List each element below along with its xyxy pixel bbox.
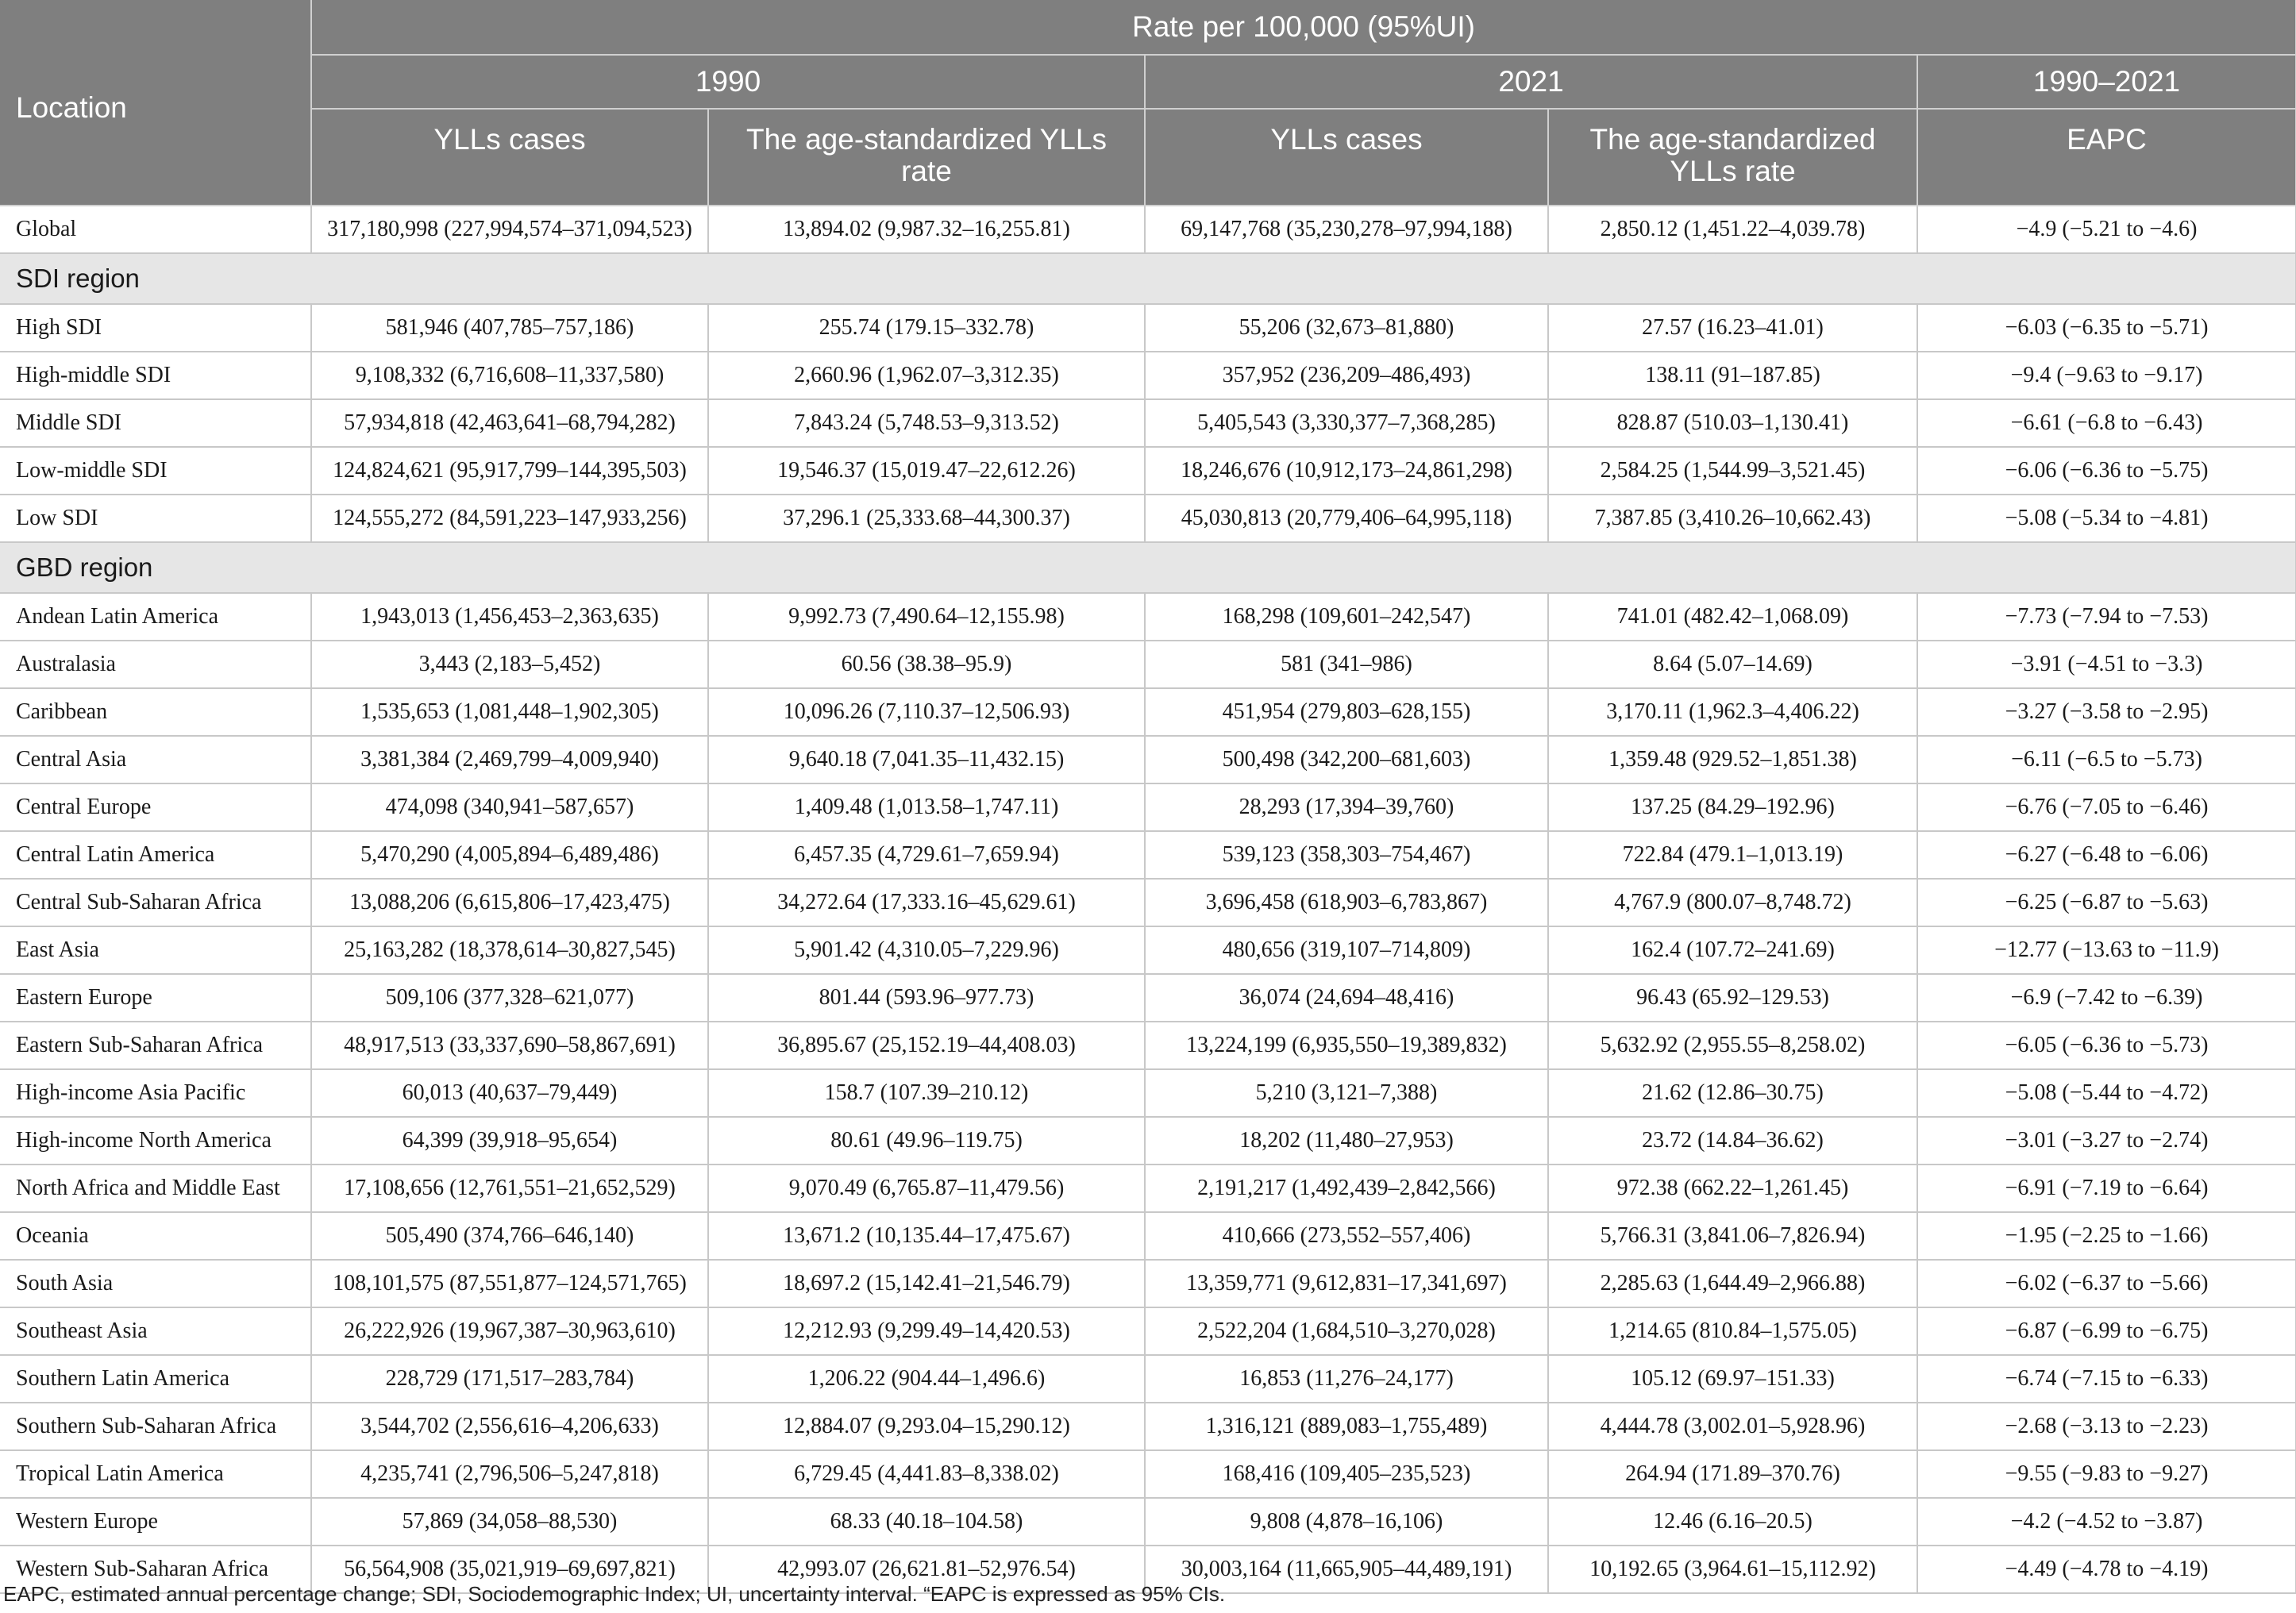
row-location: Southeast Asia: [0, 1307, 311, 1355]
header-asr-1990: The age-standardized YLLs rate: [708, 109, 1145, 206]
row-cell: 105.12 (69.97–151.33): [1548, 1355, 1917, 1403]
row-cell: 2,850.12 (1,451.22–4,039.78): [1548, 206, 1917, 253]
row-cell: 13,894.02 (9,987.32–16,255.81): [708, 206, 1145, 253]
table-row: [0, 352, 2296, 399]
row-cell: 9,108,332 (6,716,608–11,337,580): [311, 352, 708, 399]
row-cell: 158.7 (107.39–210.12): [708, 1069, 1145, 1117]
row-cell: 264.94 (171.89–370.76): [1548, 1450, 1917, 1498]
section-sdi-region: [0, 253, 2296, 304]
row-location: South Asia: [0, 1260, 311, 1307]
row-cell: 5,405,543 (3,330,377–7,368,285): [1145, 399, 1548, 447]
header-yll-cases-2021: YLLs cases: [1145, 109, 1548, 206]
table-row: [0, 1307, 2296, 1355]
row-cell: 27.57 (16.23–41.01): [1548, 304, 1917, 352]
table-row: [0, 1022, 2296, 1069]
row-location: Oceania: [0, 1212, 311, 1260]
header-year-1990: 1990: [311, 55, 1145, 109]
row-location: Middle SDI: [0, 399, 311, 447]
row-cell: −3.91 (−4.51 to −3.3): [1917, 641, 2296, 688]
row-cell: 3,544,702 (2,556,616–4,206,633): [311, 1403, 708, 1450]
row-cell: 357,952 (236,209–486,493): [1145, 352, 1548, 399]
table-row: [0, 1498, 2296, 1546]
row-cell: 21.62 (12.86–30.75): [1548, 1069, 1917, 1117]
row-cell: 60,013 (40,637–79,449): [311, 1069, 708, 1117]
row-cell: −6.74 (−7.15 to −6.33): [1917, 1355, 2296, 1403]
header-asr-2021: The age-standardized YLLs rate: [1548, 109, 1917, 206]
row-cell: −6.87 (−6.99 to −6.75): [1917, 1307, 2296, 1355]
row-cell: 3,381,384 (2,469,799–4,009,940): [311, 736, 708, 783]
row-cell: 1,359.48 (929.52–1,851.38): [1548, 736, 1917, 783]
row-cell: 48,917,513 (33,337,690–58,867,691): [311, 1022, 708, 1069]
row-cell: 7,843.24 (5,748.53–9,313.52): [708, 399, 1145, 447]
table-row: [0, 593, 2296, 641]
row-cell: 2,191,217 (1,492,439–2,842,566): [1145, 1165, 1548, 1212]
row-cell: 500,498 (342,200–681,603): [1145, 736, 1548, 783]
row-cell: 13,224,199 (6,935,550–19,389,832): [1145, 1022, 1548, 1069]
row-cell: −9.4 (−9.63 to −9.17): [1917, 352, 2296, 399]
table-row: [0, 399, 2296, 447]
row-cell: 2,584.25 (1,544.99–3,521.45): [1548, 447, 1917, 495]
row-cell: 64,399 (39,918–95,654): [311, 1117, 708, 1165]
table-row: [0, 1212, 2296, 1260]
row-cell: −6.27 (−6.48 to −6.06): [1917, 831, 2296, 879]
header-yll-cases-1990: YLLs cases: [311, 109, 708, 206]
row-cell: 5,766.31 (3,841.06–7,826.94): [1548, 1212, 1917, 1260]
row-cell: 480,656 (319,107–714,809): [1145, 926, 1548, 974]
row-cell: 60.56 (38.38–95.9): [708, 641, 1145, 688]
row-cell: −6.61 (−6.8 to −6.43): [1917, 399, 2296, 447]
row-cell: 972.38 (662.22–1,261.45): [1548, 1165, 1917, 1212]
row-cell: −9.55 (−9.83 to −9.27): [1917, 1450, 2296, 1498]
row-cell: 96.43 (65.92–129.53): [1548, 974, 1917, 1022]
header-year-2021: 2021: [1145, 55, 1917, 109]
row-cell: 1,206.22 (904.44–1,496.6): [708, 1355, 1145, 1403]
row-cell: 56,564,908 (35,021,919–69,697,821): [311, 1546, 708, 1593]
row-cell: 18,697.2 (15,142.41–21,546.79): [708, 1260, 1145, 1307]
row-cell: 36,074 (24,694–48,416): [1145, 974, 1548, 1022]
row-cell: 4,235,741 (2,796,506–5,247,818): [311, 1450, 708, 1498]
row-location: Central Europe: [0, 783, 311, 831]
row-cell: 5,901.42 (4,310.05–7,229.96): [708, 926, 1145, 974]
row-cell: 4,767.9 (800.07–8,748.72): [1548, 879, 1917, 926]
row-cell: 539,123 (358,303–754,467): [1145, 831, 1548, 879]
row-cell: 5,470,290 (4,005,894–6,489,486): [311, 831, 708, 879]
row-cell: 228,729 (171,517–283,784): [311, 1355, 708, 1403]
row-cell: 168,298 (109,601–242,547): [1145, 593, 1548, 641]
table-row: [0, 495, 2296, 542]
row-cell: 16,853 (11,276–24,177): [1145, 1355, 1548, 1403]
row-cell: 451,954 (279,803–628,155): [1145, 688, 1548, 736]
row-cell: −5.08 (−5.34 to −4.81): [1917, 495, 2296, 542]
table-row: [0, 1355, 2296, 1403]
table-row: [0, 1260, 2296, 1307]
row-cell: 25,163,282 (18,378,614–30,827,545): [311, 926, 708, 974]
row-cell: 28,293 (17,394–39,760): [1145, 783, 1548, 831]
row-cell: −12.77 (−13.63 to −11.9): [1917, 926, 2296, 974]
row-location: Andean Latin America: [0, 593, 311, 641]
row-cell: −7.73 (−7.94 to −7.53): [1917, 593, 2296, 641]
row-cell: −4.49 (−4.78 to −4.19): [1917, 1546, 2296, 1593]
row-cell: 80.61 (49.96–119.75): [708, 1117, 1145, 1165]
row-location: Tropical Latin America: [0, 1450, 311, 1498]
row-cell: −4.2 (−4.52 to −3.87): [1917, 1498, 2296, 1546]
row-cell: −6.76 (−7.05 to −6.46): [1917, 783, 2296, 831]
row-cell: 13,359,771 (9,612,831–17,341,697): [1145, 1260, 1548, 1307]
row-cell: 2,522,204 (1,684,510–3,270,028): [1145, 1307, 1548, 1355]
row-cell: 5,210 (3,121–7,388): [1145, 1069, 1548, 1117]
row-location: Central Latin America: [0, 831, 311, 879]
row-cell: 17,108,656 (12,761,551–21,652,529): [311, 1165, 708, 1212]
row-cell: 801.44 (593.96–977.73): [708, 974, 1145, 1022]
row-location: Southern Latin America: [0, 1355, 311, 1403]
row-cell: 26,222,926 (19,967,387–30,963,610): [311, 1307, 708, 1355]
row-cell: 138.11 (91–187.85): [1548, 352, 1917, 399]
table-row: [0, 688, 2296, 736]
row-cell: 10,096.26 (7,110.37–12,506.93): [708, 688, 1145, 736]
header-rate-title: Rate per 100,000 (95%UI): [311, 0, 2296, 55]
row-cell: 36,895.67 (25,152.19–44,408.03): [708, 1022, 1145, 1069]
row-cell: −6.03 (−6.35 to −5.71): [1917, 304, 2296, 352]
row-cell: −6.25 (−6.87 to −5.63): [1917, 879, 2296, 926]
row-cell: 57,869 (34,058–88,530): [311, 1498, 708, 1546]
row-location: Low SDI: [0, 495, 311, 542]
section-title: GBD region: [0, 542, 2296, 593]
row-cell: 10,192.65 (3,964.61–15,112.92): [1548, 1546, 1917, 1593]
row-cell: 23.72 (14.84–36.62): [1548, 1117, 1917, 1165]
row-cell: 722.84 (479.1–1,013.19): [1548, 831, 1917, 879]
row-cell: 45,030,813 (20,779,406–64,995,118): [1145, 495, 1548, 542]
table-row: [0, 831, 2296, 879]
table-row: [0, 736, 2296, 783]
row-cell: 9,808 (4,878–16,106): [1145, 1498, 1548, 1546]
table-row: [0, 206, 2296, 253]
row-location: North Africa and Middle East: [0, 1165, 311, 1212]
row-cell: 3,696,458 (618,903–6,783,867): [1145, 879, 1548, 926]
table-header: [0, 0, 2296, 206]
row-cell: 18,202 (11,480–27,953): [1145, 1117, 1548, 1165]
table-row: [0, 641, 2296, 688]
row-cell: 474,098 (340,941–587,657): [311, 783, 708, 831]
row-cell: −5.08 (−5.44 to −4.72): [1917, 1069, 2296, 1117]
table-row: [0, 1165, 2296, 1212]
row-location: Low-middle SDI: [0, 447, 311, 495]
row-cell: 3,170.11 (1,962.3–4,406.22): [1548, 688, 1917, 736]
header-location: Location: [0, 0, 311, 206]
row-location: Western Europe: [0, 1498, 311, 1546]
row-cell: −6.9 (−7.42 to −6.39): [1917, 974, 2296, 1022]
row-cell: 1,316,121 (889,083–1,755,489): [1145, 1403, 1548, 1450]
row-cell: −4.9 (−5.21 to −4.6): [1917, 206, 2296, 253]
row-location: Western Sub-Saharan Africa: [0, 1546, 311, 1593]
row-cell: 410,666 (273,552–557,406): [1145, 1212, 1548, 1260]
row-cell: 2,285.63 (1,644.49–2,966.88): [1548, 1260, 1917, 1307]
table-row: [0, 1450, 2296, 1498]
row-cell: 9,992.73 (7,490.64–12,155.98): [708, 593, 1145, 641]
row-cell: 1,409.48 (1,013.58–1,747.11): [708, 783, 1145, 831]
row-cell: 30,003,164 (11,665,905–44,489,191): [1145, 1546, 1548, 1593]
row-cell: 13,088,206 (6,615,806–17,423,475): [311, 879, 708, 926]
row-cell: 42,993.07 (26,621.81–52,976.54): [708, 1546, 1145, 1593]
row-cell: 1,535,653 (1,081,448–1,902,305): [311, 688, 708, 736]
row-cell: 124,555,272 (84,591,223–147,933,256): [311, 495, 708, 542]
row-cell: 12,212.93 (9,299.49–14,420.53): [708, 1307, 1145, 1355]
table-row: [0, 1403, 2296, 1450]
table-row: [0, 304, 2296, 352]
row-cell: 162.4 (107.72–241.69): [1548, 926, 1917, 974]
table-body: [0, 206, 2296, 1593]
row-cell: 9,070.49 (6,765.87–11,479.56): [708, 1165, 1145, 1212]
row-cell: 505,490 (374,766–646,140): [311, 1212, 708, 1260]
row-cell: 7,387.85 (3,410.26–10,662.43): [1548, 495, 1917, 542]
row-cell: 4,444.78 (3,002.01–5,928.96): [1548, 1403, 1917, 1450]
row-cell: −6.06 (−6.36 to −5.75): [1917, 447, 2296, 495]
row-cell: 12.46 (6.16–20.5): [1548, 1498, 1917, 1546]
row-cell: 18,246,676 (10,912,173–24,861,298): [1145, 447, 1548, 495]
row-cell: −1.95 (−2.25 to −1.66): [1917, 1212, 2296, 1260]
row-location: High-income Asia Pacific: [0, 1069, 311, 1117]
row-cell: −3.01 (−3.27 to −2.74): [1917, 1117, 2296, 1165]
row-location: Central Sub-Saharan Africa: [0, 879, 311, 926]
row-cell: 1,943,013 (1,456,453–2,363,635): [311, 593, 708, 641]
table-row: [0, 783, 2296, 831]
row-cell: 55,206 (32,673–81,880): [1145, 304, 1548, 352]
row-cell: 69,147,768 (35,230,278–97,994,188): [1145, 206, 1548, 253]
row-cell: 108,101,575 (87,551,877–124,571,765): [311, 1260, 708, 1307]
row-cell: 68.33 (40.18–104.58): [708, 1498, 1145, 1546]
row-cell: 19,546.37 (15,019.47–22,612.26): [708, 447, 1145, 495]
row-cell: 124,824,621 (95,917,799–144,395,503): [311, 447, 708, 495]
row-cell: 1,214.65 (810.84–1,575.05): [1548, 1307, 1917, 1355]
row-cell: 9,640.18 (7,041.35–11,432.15): [708, 736, 1145, 783]
row-cell: 13,671.2 (10,135.44–17,475.67): [708, 1212, 1145, 1260]
row-cell: 12,884.07 (9,293.04–15,290.12): [708, 1403, 1145, 1450]
table-row: [0, 447, 2296, 495]
row-cell: −2.68 (−3.13 to −2.23): [1917, 1403, 2296, 1450]
row-cell: −6.11 (−6.5 to −5.73): [1917, 736, 2296, 783]
row-cell: −6.05 (−6.36 to −5.73): [1917, 1022, 2296, 1069]
row-cell: 741.01 (482.42–1,068.09): [1548, 593, 1917, 641]
row-location: East Asia: [0, 926, 311, 974]
table-row: [0, 879, 2296, 926]
row-cell: 168,416 (109,405–235,523): [1145, 1450, 1548, 1498]
row-cell: 828.87 (510.03–1,130.41): [1548, 399, 1917, 447]
row-location: Eastern Sub-Saharan Africa: [0, 1022, 311, 1069]
row-cell: −3.27 (−3.58 to −2.95): [1917, 688, 2296, 736]
row-cell: 581,946 (407,785–757,186): [311, 304, 708, 352]
row-cell: 317,180,998 (227,994,574–371,094,523): [311, 206, 708, 253]
row-location: High-middle SDI: [0, 352, 311, 399]
section-gbd-region: [0, 542, 2296, 593]
header-period: 1990–2021: [1917, 55, 2296, 109]
row-cell: 3,443 (2,183–5,452): [311, 641, 708, 688]
row-location: Caribbean: [0, 688, 311, 736]
row-cell: 8.64 (5.07–14.69): [1548, 641, 1917, 688]
row-location: Southern Sub-Saharan Africa: [0, 1403, 311, 1450]
table-row: [0, 1069, 2296, 1117]
row-location: High SDI: [0, 304, 311, 352]
row-cell: 137.25 (84.29–192.96): [1548, 783, 1917, 831]
row-cell: 255.74 (179.15–332.78): [708, 304, 1145, 352]
row-location: Global: [0, 206, 311, 253]
row-location: Eastern Europe: [0, 974, 311, 1022]
row-cell: 34,272.64 (17,333.16–45,629.61): [708, 879, 1145, 926]
row-cell: 37,296.1 (25,333.68–44,300.37): [708, 495, 1145, 542]
row-cell: 5,632.92 (2,955.55–8,258.02): [1548, 1022, 1917, 1069]
row-cell: 2,660.96 (1,962.07–3,312.35): [708, 352, 1145, 399]
row-location: Central Asia: [0, 736, 311, 783]
row-location: High-income North America: [0, 1117, 311, 1165]
row-cell: −6.91 (−7.19 to −6.64): [1917, 1165, 2296, 1212]
table-footnote: EAPC, estimated annual percentage change; SDI, Sociodemographic Index; UI, uncertainty interval. “EAPC is expressed as 95% CIs.: [3, 1582, 1226, 1606]
table-row: [0, 926, 2296, 974]
row-cell: 57,934,818 (42,463,641–68,794,282): [311, 399, 708, 447]
row-cell: 581 (341–986): [1145, 641, 1548, 688]
row-cell: −6.02 (−6.37 to −5.66): [1917, 1260, 2296, 1307]
row-location: Australasia: [0, 641, 311, 688]
table-row: [0, 1117, 2296, 1165]
section-title: SDI region: [0, 253, 2296, 304]
row-cell: 6,457.35 (4,729.61–7,659.94): [708, 831, 1145, 879]
row-cell: 509,106 (377,328–621,077): [311, 974, 708, 1022]
table-row: [0, 974, 2296, 1022]
row-cell: 6,729.45 (4,441.83–8,338.02): [708, 1450, 1145, 1498]
header-eapc: EAPC: [1917, 109, 2296, 206]
